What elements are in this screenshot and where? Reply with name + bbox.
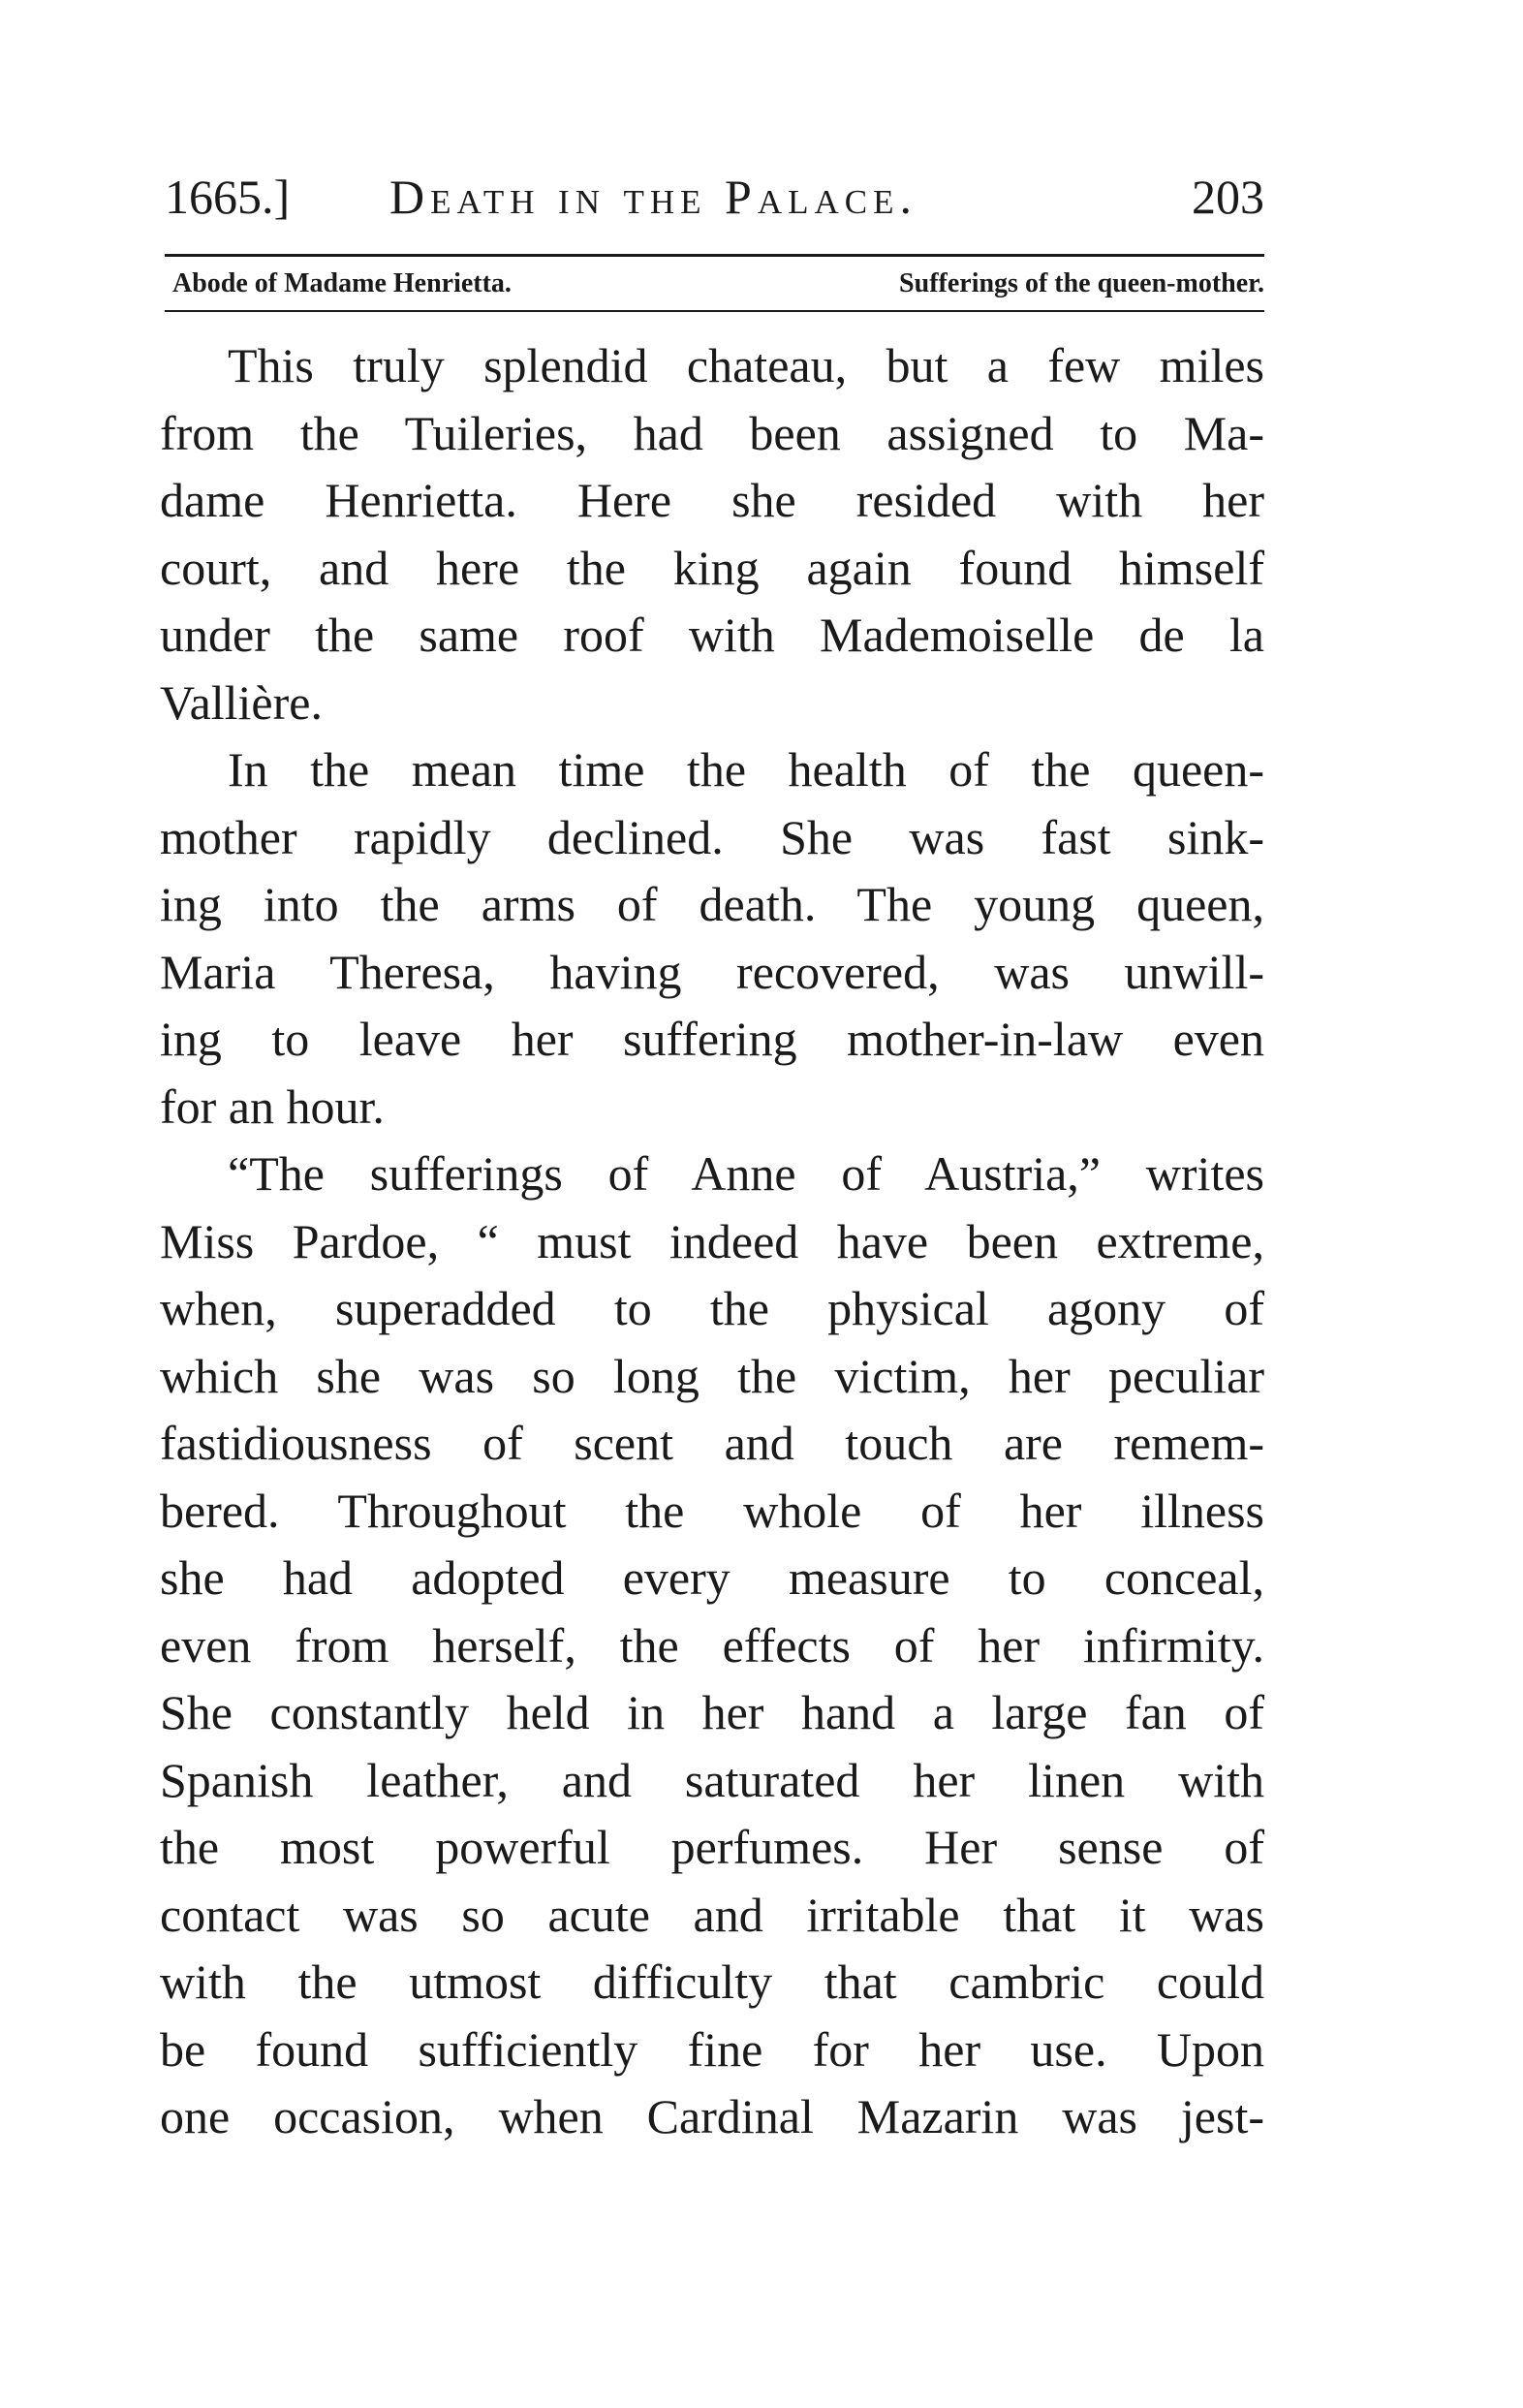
marginal-subheader: [165, 262, 1264, 306]
header-rule: [165, 254, 1264, 257]
text-line: which she was so long the victim, her peculiar: [160, 1348, 1264, 1403]
text-line: dame Henrietta. Here she resided with her: [160, 473, 1264, 527]
text-line: Maria Theresa, having recovered, was unwill-: [160, 944, 1264, 999]
text-line: court, and here the king again found himself: [160, 540, 1264, 595]
text-line: ing to leave her suffering mother-in-law even: [160, 1012, 1264, 1066]
subheader-rule: [165, 310, 1264, 312]
running-header: [165, 163, 1264, 231]
text-line: the most powerful perfumes. Her sense of: [160, 1820, 1264, 1874]
text-line: for an hour.: [160, 1079, 385, 1134]
text-line: she had adopted every measure to conceal,: [160, 1550, 1264, 1605]
text-line: “The sufferings of Anne of Austria,” writes: [228, 1146, 1264, 1201]
subheader-right: Sufferings of the queen-mother.: [899, 268, 1264, 298]
body-text: [160, 332, 1264, 2151]
text-line: when, superadded to the physical agony of: [160, 1281, 1264, 1335]
text-line: be found sufficiently fine for her use. Upon: [160, 2021, 1264, 2077]
header-title: Death in the Palace.: [389, 170, 917, 224]
text-line: even from herself, the effects of her infirmity.: [160, 1617, 1264, 1673]
text-line: This truly splendid chateau, but a few miles: [228, 338, 1264, 392]
text-line: bered. Throughout the whole of her illness: [160, 1483, 1264, 1538]
subheader-left: Abode of Madame Henrietta.: [172, 268, 512, 298]
page-number: 203: [1192, 170, 1264, 224]
text-line: one occasion, when Cardinal Mazarin was jest-: [160, 2089, 1264, 2143]
text-line: mother rapidly declined. She was fast sink-: [160, 809, 1264, 864]
text-line: fastidiousness of scent and touch are remem-: [160, 1416, 1264, 1470]
text-line: with the utmost difficulty that cambric could: [160, 1955, 1264, 2009]
text-line: contact was so acute and irritable that it was: [160, 1887, 1264, 1942]
text-line: Spanish leather, and saturated her linen with: [160, 1752, 1264, 1807]
text-line: She constantly held in her hand a large fan of: [160, 1685, 1264, 1739]
text-line: under the same roof with Mademoiselle de la: [160, 608, 1264, 662]
text-line: In the mean time the health of the queen-: [228, 742, 1264, 797]
text-line: Vallière.: [160, 674, 323, 730]
text-line: ing into the arms of death. The young queen,: [160, 877, 1264, 931]
header-year: 1665.]: [165, 170, 291, 224]
text-line: Miss Pardoe, “ must indeed have been extreme,: [160, 1213, 1264, 1268]
text-line: from the Tuileries, had been assigned to Ma-: [160, 405, 1264, 460]
